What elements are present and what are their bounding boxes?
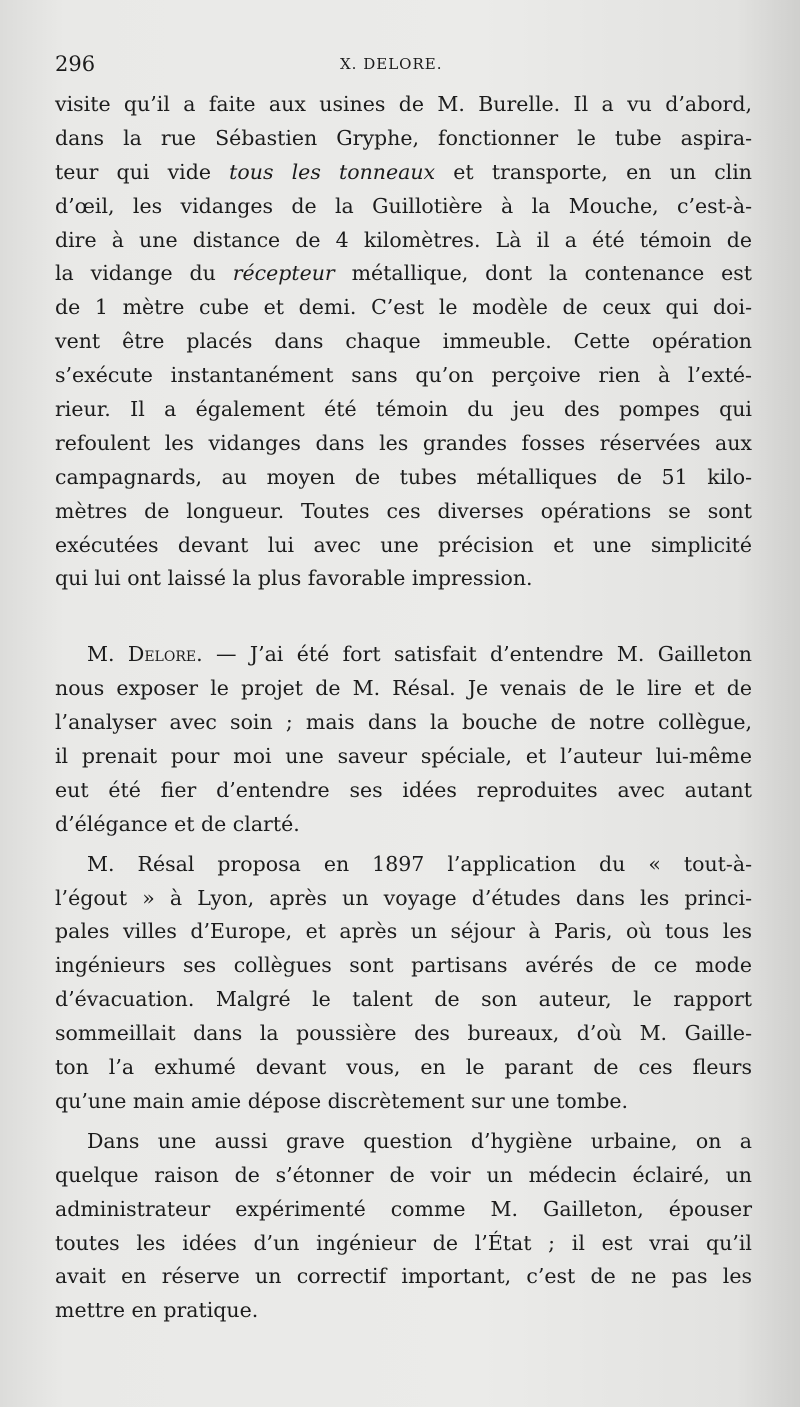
text-line <box>55 808 752 842</box>
text-line <box>55 983 752 1017</box>
text-line <box>55 88 752 122</box>
text-line <box>55 672 752 706</box>
text-segment: et transporte, en un clin <box>435 159 752 184</box>
paragraph <box>55 88 752 596</box>
text-line <box>55 1193 752 1227</box>
text-segment: campagnards, au moyen de tubes métalliques de 51 kilo- <box>55 464 752 489</box>
text-line <box>55 1294 752 1328</box>
text-segment: dire à une distance de 4 kilomètres. Là il a été témoin de <box>55 227 752 252</box>
text-line <box>55 562 752 596</box>
text-segment: mètres de longueur. Toutes ces diverses opérations se sont <box>55 498 752 523</box>
text-line <box>55 224 752 258</box>
text-line <box>55 1227 752 1261</box>
text-segment: l’égout » à Lyon, après un voyage d’études dans les princi- <box>55 885 752 910</box>
text-line <box>55 774 752 808</box>
text-line <box>55 882 752 916</box>
text-segment: administrateur expérimenté comme M. Gailleton, épouser <box>55 1196 752 1221</box>
text-segment: ingénieurs ses collègues sont partisans avérés de ce mode <box>55 953 752 978</box>
text-segment: teur qui vide <box>55 159 230 184</box>
text-segment: avait en réserve un correctif important, c’est de ne pas les <box>55 1264 752 1289</box>
text-segment: mettre en pratique. <box>55 1298 259 1323</box>
text-segment: exécutées devant lui avec une précision et une simplicité <box>55 532 752 557</box>
text-line <box>55 257 752 291</box>
text-line <box>55 949 752 983</box>
text-segment: toutes les idées d’un ingénieur de l’État ; il est vrai qu’il <box>55 1230 752 1255</box>
text-segment: de 1 mètre cube et demi. C’est le modèle de ceux qui doi- <box>55 295 752 320</box>
text-segment: métallique, dont la contenance est <box>334 261 753 286</box>
text-line <box>55 1051 752 1085</box>
text-segment: ton l’a exhumé devant vous, en le parant de ces fleurs <box>55 1055 752 1080</box>
page-header <box>55 52 755 82</box>
text-line <box>55 740 752 774</box>
text-segment: tous les tonneaux <box>229 159 436 184</box>
page-number: 296 <box>55 52 96 76</box>
text-line <box>55 190 752 224</box>
text-line <box>55 325 752 359</box>
text-segment: la vidange du <box>55 261 233 286</box>
text-segment: refoulent les vidanges dans les grandes fosses réservées aux <box>55 430 752 455</box>
text-segment: qui lui ont laissé la plus favorable impression. <box>55 566 533 591</box>
text-line <box>55 529 752 563</box>
text-segment: rieur. Il a également été témoin du jeu des pompes qui <box>55 397 752 422</box>
text-segment: sommeillait dans la poussière des bureaux, d’où M. Gaille- <box>55 1021 752 1046</box>
text-segment: l’analyser avec soin ; mais dans la bouche de notre collègue, <box>55 710 752 735</box>
text-line <box>55 495 752 529</box>
text-segment: qu’une main amie dépose discrètement sur une tombe. <box>55 1088 628 1113</box>
body-text <box>55 88 752 1328</box>
text-segment: visite qu’il a faite aux usines de M. Burelle. Il a vu d’abord, <box>55 92 752 116</box>
text-line <box>55 1017 752 1051</box>
text-segment: M. <box>87 642 128 667</box>
text-segment: pales villes d’Europe, et après un séjour à Paris, où tous les <box>55 919 752 944</box>
text-line <box>55 359 752 393</box>
text-segment: vent être placés dans chaque immeuble. Cette opération <box>55 329 752 354</box>
text-line <box>55 1085 752 1119</box>
text-line <box>55 1125 752 1159</box>
text-segment: nous exposer le projet de M. Résal. Je venais de le lire et de <box>55 676 752 701</box>
text-segment: d’élégance et de clarté. <box>55 811 300 836</box>
paragraph <box>55 638 752 841</box>
text-line <box>55 156 752 190</box>
text-line <box>55 393 752 427</box>
text-segment: M. Résal proposa en 1897 l’application du « tout-à- <box>87 851 752 876</box>
text-line <box>55 915 752 949</box>
text-segment: il prenait pour moi une saveur spéciale, et l’auteur lui-même <box>55 744 752 769</box>
paragraph <box>55 848 752 1119</box>
text-segment: dans la rue Sébastien Gryphe, fonctionner le tube aspira- <box>55 125 752 150</box>
text-segment: eut été fier d’entendre ses idées reproduites avec autant <box>55 777 752 802</box>
text-segment: d’évacuation. Malgré le talent de son auteur, le rapport <box>55 987 752 1012</box>
text-line <box>55 848 752 882</box>
text-segment: récepteur <box>232 261 335 286</box>
paragraph <box>55 1125 752 1328</box>
text-segment: d’œil, les vidanges de la Guillotière à la Mouche, c’est-à- <box>55 193 752 218</box>
text-segment: quelque raison de s’étonner de voir un médecin éclairé, un <box>55 1162 752 1187</box>
text-line <box>55 122 752 156</box>
paragraph-gap <box>55 596 752 638</box>
text-segment: . — J’ai été fort satisfait d’entendre M. Gailleton <box>196 642 752 667</box>
text-segment: Delore <box>127 642 197 667</box>
text-segment: Dans une aussi grave question d’hygiène urbaine, on a <box>87 1128 752 1153</box>
text-segment: s’exécute instantanément sans qu’on perçoive rien à l’exté- <box>55 363 752 388</box>
running-head: X. DELORE. <box>340 55 443 73</box>
text-line <box>55 638 752 672</box>
text-line <box>55 706 752 740</box>
text-line <box>55 1260 752 1294</box>
text-line <box>55 1159 752 1193</box>
text-line <box>55 461 752 495</box>
text-line <box>55 427 752 461</box>
text-line <box>55 291 752 325</box>
